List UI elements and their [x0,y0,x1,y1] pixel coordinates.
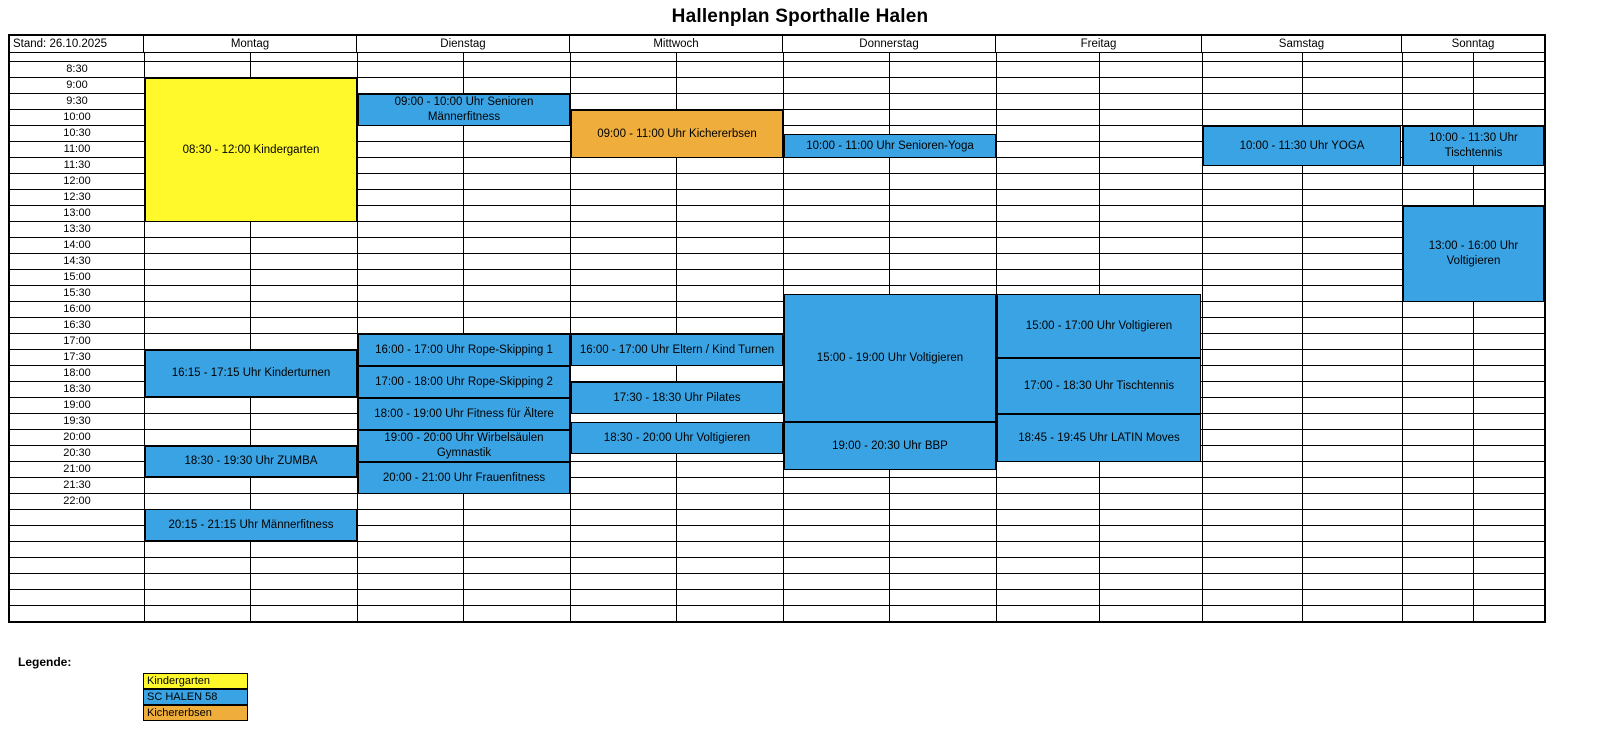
event-block[interactable]: 16:00 - 17:00 Uhr Rope-Skipping 1 [358,334,570,366]
time-label: 8:30 [66,63,88,75]
event-block[interactable]: 17:00 - 18:00 Uhr Rope-Skipping 2 [358,366,570,398]
event-block[interactable]: 17:00 - 18:30 Uhr Tischtennis [997,358,1201,414]
legend-item-sc-halen-58: SC HALEN 58 [143,689,248,705]
legend-label: Legende: [18,655,72,669]
event-block[interactable]: 10:00 - 11:00 Uhr Senioren-Yoga [784,134,996,158]
day-header-donnerstag: Donnerstag [783,36,996,53]
time-label: 12:30 [63,191,91,203]
table-header-row [10,36,1544,53]
event-block[interactable]: 15:00 - 19:00 Uhr Voltigieren [784,294,996,422]
time-label: 14:00 [63,239,91,251]
time-label: 11:30 [63,159,91,171]
event-block[interactable]: 09:00 - 10:00 Uhr Senioren Männerfitness [358,94,570,126]
time-label: 9:30 [66,95,88,107]
time-label: 13:30 [63,223,91,235]
event-block[interactable]: 16:15 - 17:15 Uhr Kinderturnen [145,350,357,397]
stand-cell: Stand: 26.10.2025 [10,36,144,53]
time-label: 22:00 [63,495,91,507]
event-block[interactable]: 19:00 - 20:00 Uhr Wirbelsäulen Gymnastik [358,430,570,462]
time-label: 9:00 [66,79,88,91]
legend-item-kichererbsen: Kichererbsen [143,705,248,721]
event-block[interactable]: 18:00 - 19:00 Uhr Fitness für Ältere [358,398,570,430]
event-block[interactable]: 20:15 - 21:15 Uhr Männerfitness [145,509,357,541]
time-label: 19:00 [63,399,91,411]
event-block[interactable]: 09:00 - 11:00 Uhr Kichererbsen [571,110,783,158]
event-block[interactable]: 08:30 - 12:00 Kindergarten [145,78,357,222]
day-header-freitag: Freitag [996,36,1202,53]
event-block[interactable]: 18:30 - 20:00 Uhr Voltigieren [571,422,783,454]
time-label: 10:00 [63,111,91,123]
schedule-table [8,34,1546,623]
event-block[interactable]: 10:00 - 11:30 Uhr YOGA [1203,126,1401,166]
time-label: 16:30 [63,319,91,331]
day-header-dienstag: Dienstag [357,36,570,53]
event-block[interactable]: 13:00 - 16:00 Uhr Voltigieren [1403,206,1544,302]
time-label: 16:00 [63,303,91,315]
event-block[interactable]: 18:45 - 19:45 Uhr LATIN Moves [997,414,1201,462]
event-block[interactable]: 16:00 - 17:00 Uhr Eltern / Kind Turnen [571,334,783,366]
event-block[interactable]: 18:30 - 19:30 Uhr ZUMBA [145,446,357,477]
event-block[interactable]: 17:30 - 18:30 Uhr Pilates [571,382,783,414]
time-label: 20:00 [63,431,91,443]
event-block[interactable]: 15:00 - 17:00 Uhr Voltigieren [997,294,1201,358]
legend-item-kindergarten: Kindergarten [143,673,248,689]
day-header-montag: Montag [144,36,357,53]
time-label: 15:00 [63,271,91,283]
time-label: 18:30 [63,383,91,395]
time-label: 17:00 [63,335,91,347]
time-label: 20:30 [63,447,91,459]
day-header-sonntag: Sonntag [1402,36,1544,53]
time-label: 15:30 [63,287,91,299]
event-block[interactable]: 19:00 - 20:30 Uhr BBP [784,422,996,470]
time-label: 13:00 [63,207,91,219]
day-header-samstag: Samstag [1202,36,1402,53]
time-label: 19:30 [63,415,91,427]
time-label: 12:00 [63,175,91,187]
time-label: 17:30 [63,351,91,363]
event-block[interactable]: 20:00 - 21:00 Uhr Frauenfitness [358,462,570,494]
time-label: 14:30 [63,255,91,267]
time-label: 21:30 [63,479,91,491]
page-title: Hallenplan Sporthalle Halen [671,6,929,27]
time-label: 21:00 [63,463,91,475]
event-block[interactable]: 10:00 - 11:30 Uhr Tischtennis [1403,126,1544,166]
day-header-mittwoch: Mittwoch [570,36,783,53]
time-label: 11:00 [63,143,91,155]
time-label: 18:00 [63,367,91,379]
time-label: 10:30 [63,127,91,139]
table-body [10,53,1544,621]
